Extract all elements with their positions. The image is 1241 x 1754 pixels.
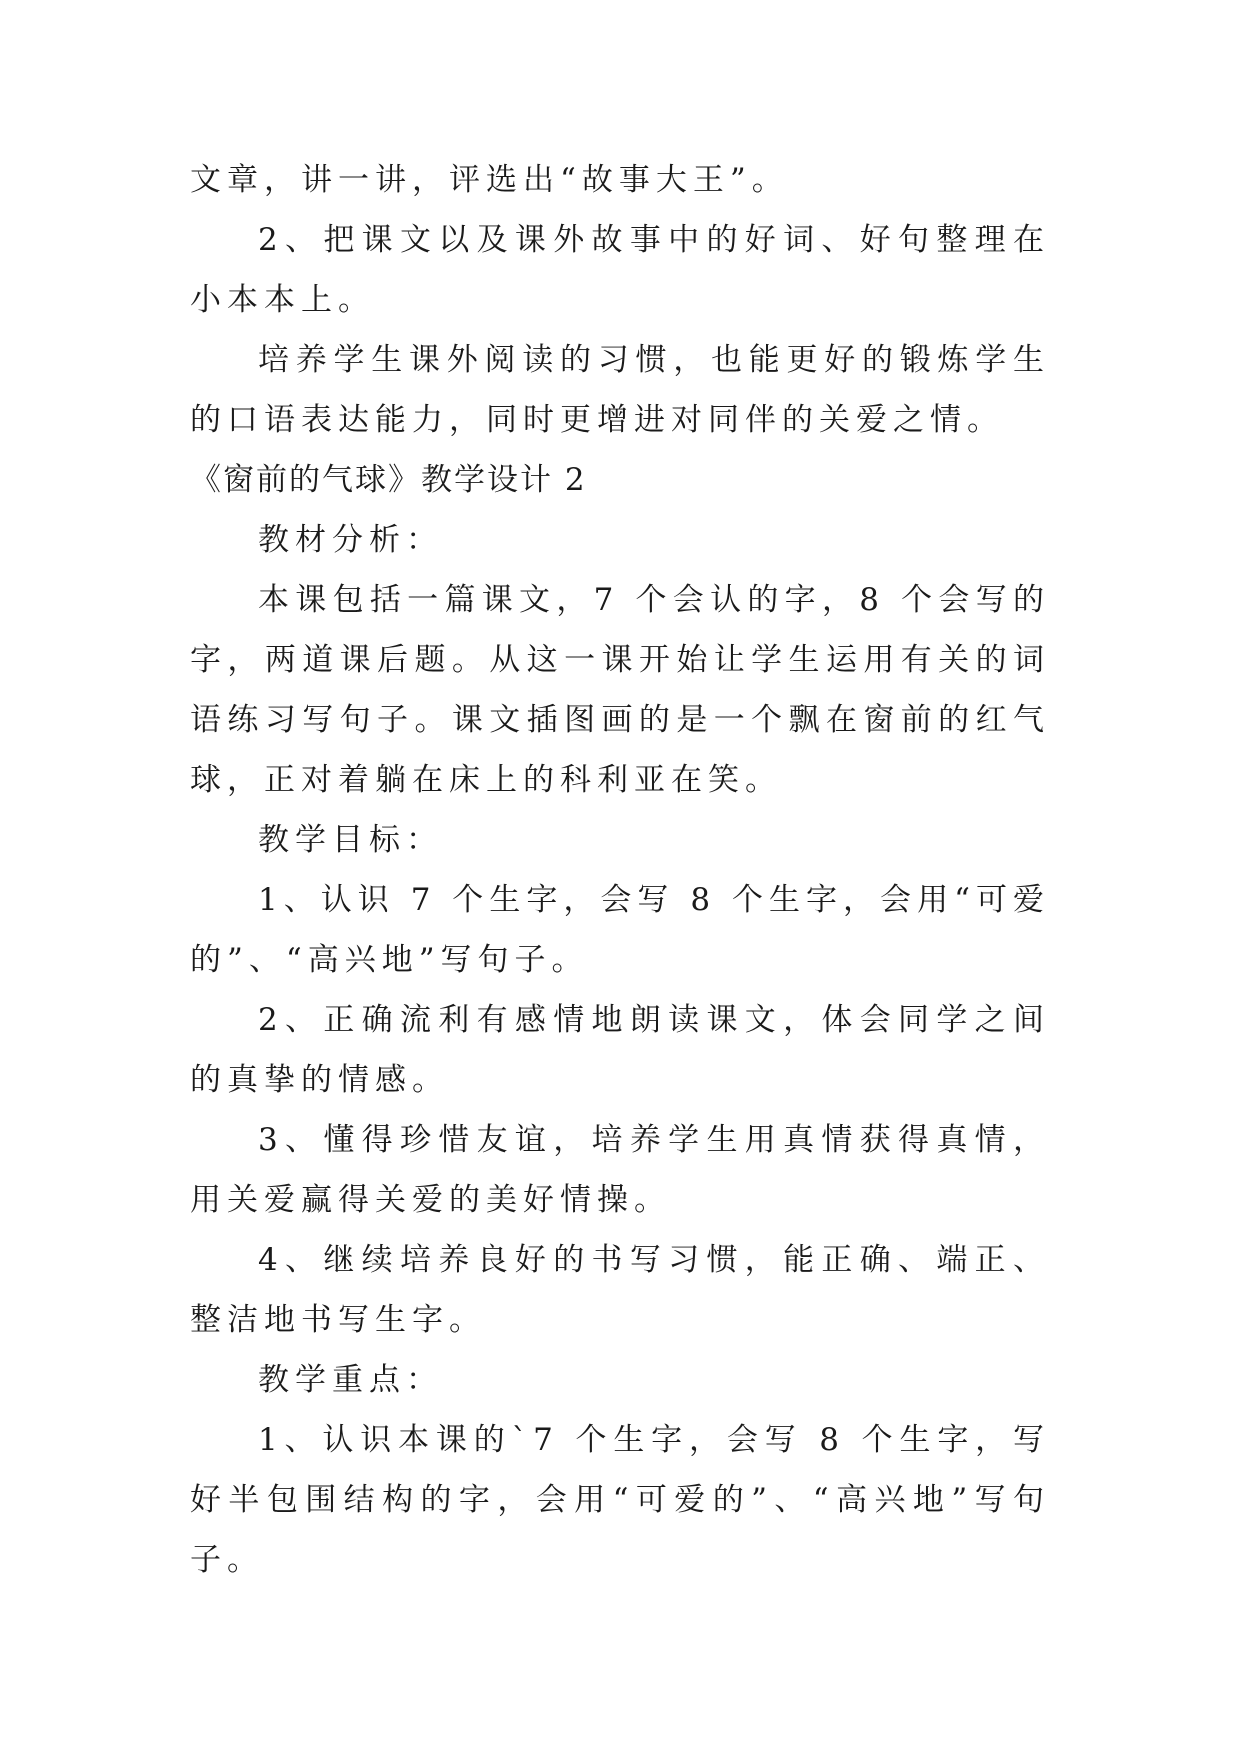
document-page (190, 150, 1050, 1590)
focus-heading: 教学重点： (258, 1362, 443, 1398)
goal-item-1: 1、认识 7 个生字，会写 8 个生字，会用“可爱的”、“高兴地”写句子。 (190, 882, 1050, 978)
goal-item-3: 3、懂得珍惜友谊，培养学生用真情获得真情，用关爱赢得关爱的美好情操。 (190, 1122, 1050, 1218)
paragraph-good-words: 2、把课文以及课外故事中的好词、好句整理在小本本上。 (190, 222, 1050, 318)
section-title: 《窗前的气球》教学设计 2 (190, 462, 587, 498)
goal-item-2: 2、正确流利有感情地朗读课文，体会同学之间的真挚的情感。 (190, 1002, 1050, 1098)
paragraph-story-king: 文章，讲一讲，评选出“故事大王”。 (190, 162, 789, 198)
material-heading: 教材分析： (258, 522, 443, 558)
goal-item-4: 4、继续培养良好的书写习惯，能正确、端正、整洁地书写生字。 (190, 1242, 1050, 1338)
goals-heading: 教学目标： (258, 822, 443, 858)
material-text: 本课包括一篇课文，7 个会认的字，8 个会写的字，两道课后题。从这一课开始让学生运用有关的词语练习写句子。课文插图画的是一个飘在窗前的红气球，正对着躺在床上的科利亚在笑。 (190, 582, 1050, 798)
focus-item-1: 1、认识本课的`7 个生字，会写 8 个生字，写好半包围结构的字，会用“可爱的”、“高兴地”写句子。 (190, 1422, 1050, 1578)
paragraph-reading-habit: 培养学生课外阅读的习惯，也能更好的锻炼学生的口语表达能力，同时更增进对同伴的关爱之情。 (190, 342, 1050, 438)
